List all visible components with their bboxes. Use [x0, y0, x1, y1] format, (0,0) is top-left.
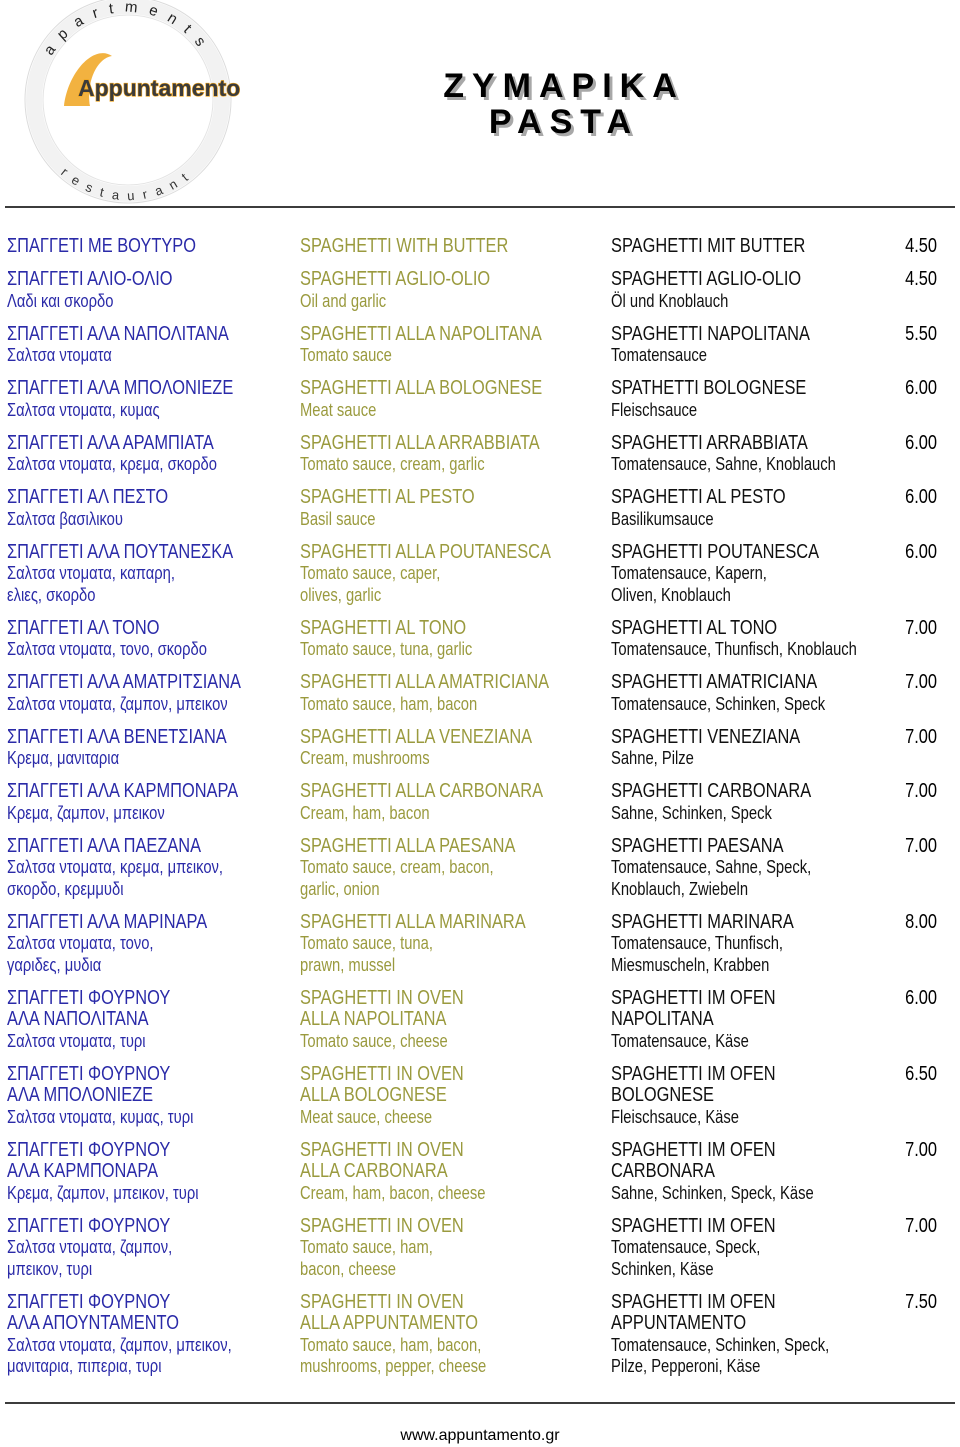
dish-description-greek: ελιες, σκορδο: [7, 584, 96, 605]
price: 7.50: [905, 1290, 937, 1313]
german-column: [611, 487, 816, 530]
price: 7.00: [905, 1214, 937, 1237]
dish-name-german: SPAGHETTI AGLIO-OLIO: [611, 268, 802, 290]
dish-description-greek: Σαλτσα ντοματα, καπαρη,: [7, 563, 175, 583]
german-column: [611, 1216, 816, 1281]
german-column: [611, 1064, 816, 1129]
greek-column: [7, 1140, 247, 1205]
dish-description-english: Tomato sauce: [300, 345, 392, 365]
german-column: [611, 781, 816, 824]
german-column: [611, 671, 826, 715]
price: 7.00: [905, 1138, 937, 1161]
dish-name-english: SPAGHETTI IN OVEN: [300, 986, 464, 1009]
price: 8.00: [905, 910, 937, 933]
dish-name-english: SPAGHETTI ALLA CARBONARA: [300, 780, 544, 802]
dish-description-english: Tomato sauce, ham, bacon: [300, 693, 478, 714]
dish-name-greek: ΣΠΑΓΓΕΤΙ ΑΛΑ ΒΕΝΕΤΣΙΑΝΑ: [7, 725, 227, 748]
dish-description-english: bacon, cheese: [300, 1258, 397, 1279]
menu-item: [7, 836, 937, 901]
dish-description-english: Tomato sauce, cream, bacon,: [300, 857, 494, 877]
price: 6.00: [905, 540, 937, 563]
dish-name-german: SPAGHETTI IM OFEN: [611, 986, 776, 1009]
menu-item: [7, 236, 937, 258]
dish-description-english: Meat sauce, cheese: [300, 1106, 433, 1127]
dish-name-german: SPAGHETTI AL TONO: [611, 616, 778, 639]
menu-item: [7, 912, 937, 977]
price: 7.00: [905, 780, 937, 802]
price: 7.00: [905, 616, 937, 639]
dish-name-greek: ΣΠΑΓΓΕΤΙ ΑΛΑ ΝΑΠΟΛΙΤΑΝΑ: [7, 322, 229, 345]
logo: [0, 0, 256, 205]
english-column: [300, 1216, 555, 1281]
price: 6.50: [905, 1062, 937, 1085]
dish-name-english: SPAGHETTI WITH BUTTER: [300, 235, 509, 257]
price: 6.00: [905, 431, 937, 454]
menu-item: [7, 781, 937, 824]
dish-description-german: Fleischsauce: [611, 399, 698, 420]
greek-column: [7, 988, 247, 1053]
dish-name-greek: ΣΠΑΓΓΕΤΙ ΑΛ ΤΟΝΟ: [7, 616, 160, 639]
dish-description-greek: Κρεμα, μανιταρια: [7, 748, 120, 768]
dish-name-german: SPAGHETTI POUTANESCA: [611, 540, 820, 563]
english-column: [300, 988, 555, 1053]
dish-name-english: SPAGHETTI AGLIO-OLIO: [300, 268, 491, 290]
dish-name-greek: ΣΠΑΓΓΕΤΙ ΑΛ ΠΕΣΤΟ: [7, 486, 169, 508]
dish-name-german: SPAGHETTI MIT BUTTER: [611, 235, 806, 257]
english-column: [300, 912, 555, 977]
dish-name-english: SPAGHETTI ALLA POUTANESCA: [300, 540, 551, 563]
menu-item: [7, 1064, 937, 1129]
dish-description-greek: μανιταρια, πιπερια, τυρι: [7, 1356, 162, 1376]
dish-name-english: SPAGHETTI ALLA PAESANA: [300, 834, 516, 857]
menu-item: [7, 487, 937, 530]
english-column: [300, 378, 555, 421]
menu-item: [7, 433, 937, 476]
english-column: [300, 324, 555, 367]
dish-description-german: Öl und Knoblauch: [611, 290, 729, 311]
greek-column: [7, 324, 247, 367]
dish-description-english: Oil and garlic: [300, 290, 387, 311]
dish-name-german: SPAGHETTI AL PESTO: [611, 486, 786, 508]
price: 4.50: [905, 235, 937, 257]
dish-description-greek: Κρεμα, ζαμπον, μπεικον, τυρι: [7, 1182, 199, 1203]
dish-description-english: Basil sauce: [300, 508, 376, 529]
greek-column: [7, 487, 247, 530]
dish-name-german: SPAGHETTI IM OFEN: [611, 1290, 776, 1313]
dish-description-english: Tomato sauce, caper,: [300, 563, 441, 583]
dish-name-greek: ΑΛΑ ΑΠΟΥΝΤΑΜΕΝΤΟ: [7, 1312, 180, 1334]
german-column: [611, 324, 816, 367]
english-column: [300, 433, 555, 476]
dish-name-english: SPAGHETTI ALLA MARINARA: [300, 910, 526, 933]
svg-text:apartments: [41, 0, 216, 59]
dish-name-greek: ΑΛΑ ΝΑΠΟΛΙΤΑΝΑ: [7, 1008, 149, 1030]
dish-name-german: SPAGHETTI VENEZIANA: [611, 725, 801, 748]
price: 6.00: [905, 377, 937, 399]
dish-name-greek: ΣΠΑΓΓΕΤΙ ΑΛΑ ΚΑΡΜΠΟΝΑΡΑ: [7, 780, 239, 802]
menu-list: [7, 236, 937, 1389]
dish-description-greek: Σαλτσα ντοματα, ζαμπον,: [7, 1237, 173, 1257]
price: 7.00: [905, 725, 937, 748]
dish-description-german: Tomatensauce, Schinken, Speck,: [611, 1334, 830, 1355]
dish-description-greek: Λαδι και σκορδο: [7, 290, 114, 311]
dish-description-greek: Σαλτσα ντοματα, κυμας, τυρι: [7, 1106, 194, 1127]
dish-name-greek: ΣΠΑΓΓΕΤΙ ΦΟΥΡΝΟΥ: [7, 1214, 171, 1237]
english-column: [300, 542, 555, 607]
dish-description-english: mushrooms, pepper, cheese: [300, 1356, 487, 1376]
dish-description-english: prawn, mussel: [300, 954, 396, 975]
dish-description-greek: σκορδο, κρεμμυδι: [7, 878, 124, 899]
german-column: [611, 912, 816, 977]
dish-description-german: Tomatensauce, Käse: [611, 1030, 749, 1051]
greek-column: [7, 781, 247, 824]
dish-description-german: Tomatensauce: [611, 345, 708, 365]
english-column: [300, 836, 555, 901]
dish-name-german: APPUNTAMENTO: [611, 1312, 747, 1334]
svg-text:restaurant: [58, 164, 197, 203]
dish-description-greek: Σαλτσα ντοματα, ζαμπον, μπεικον,: [7, 1334, 232, 1355]
dish-name-german: NAPOLITANA: [611, 1008, 714, 1030]
dish-description-german: Tomatensauce, Thunfisch, Knoblauch: [611, 639, 857, 659]
dish-description-german: Tomatensauce, Kapern,: [611, 563, 767, 583]
page-title: [434, 68, 694, 140]
title-greek: ZYMAPIKA: [443, 67, 685, 105]
logo-bottom-arc-text: restaurant: [58, 164, 198, 204]
dish-name-english: SPAGHETTI AL TONO: [300, 616, 467, 639]
dish-name-english: SPAGHETTI IN OVEN: [300, 1214, 464, 1237]
greek-column: [7, 236, 247, 258]
menu-item: [7, 1140, 937, 1205]
dish-name-english: ALLA APPUNTAMENTO: [300, 1312, 479, 1334]
menu-item: [7, 542, 937, 607]
dish-description-greek: Σαλτσα βασιλικου: [7, 508, 123, 529]
dish-name-english: ALLA CARBONARA: [300, 1160, 448, 1182]
dish-name-german: SPAGHETTI CARBONARA: [611, 780, 812, 802]
greek-column: [7, 1064, 247, 1129]
dish-description-english: Cream, ham, bacon: [300, 802, 430, 823]
dish-name-greek: ΣΠΑΓΓΕΤΙ ΑΛΑ ΜΑΡΙΝΑΡΑ: [7, 910, 208, 933]
dish-description-english: Tomato sauce, cheese: [300, 1030, 448, 1051]
dish-description-greek: Σαλτσα ντοματα, κυμας: [7, 399, 160, 420]
price: 7.00: [905, 671, 937, 693]
greek-column: [7, 912, 247, 977]
german-column: [611, 540, 820, 607]
dish-description-german: Tomatensauce, Sahne, Knoblauch: [611, 454, 836, 474]
dish-description-english: Tomato sauce, cream, garlic: [300, 454, 485, 474]
dish-name-english: ALLA BOLOGNESE: [300, 1084, 447, 1106]
greek-column: [7, 618, 247, 661]
greek-column: [7, 378, 247, 421]
dish-name-english: SPAGHETTI ALLA BOLOGNESE: [300, 377, 543, 399]
dish-description-english: Tomato sauce, ham,: [300, 1237, 433, 1257]
english-column: [300, 672, 555, 715]
dish-name-english: SPAGHETTI ALLA AMATRICIANA: [300, 671, 550, 693]
dish-description-german: Tomatensauce, Speck,: [611, 1237, 761, 1257]
german-column: [611, 269, 816, 312]
dish-description-greek: Κρεμα, ζαμπον, μπεικον: [7, 802, 165, 823]
dish-description-german: Tomatensauce, Sahne, Speck,: [611, 857, 812, 877]
greek-column: [7, 836, 247, 901]
german-column: [611, 1290, 830, 1378]
footer-website: www.appuntamento.gr: [400, 1427, 560, 1444]
menu-item: [7, 1292, 937, 1378]
dish-description-english: olives, garlic: [300, 584, 382, 605]
price: 6.00: [905, 486, 937, 508]
dish-description-english: garlic, onion: [300, 878, 380, 899]
dish-name-english: SPAGHETTI AL PESTO: [300, 486, 475, 508]
footer-divider: [5, 1402, 955, 1404]
dish-description-german: Schinken, Käse: [611, 1258, 714, 1279]
dish-name-greek: ΣΠΑΓΓΕΤΙ ΦΟΥΡΝΟΥ: [7, 1290, 171, 1313]
price: 5.50: [905, 322, 937, 345]
dish-name-german: SPAGHETTI PAESANA: [611, 834, 784, 857]
dish-description-greek: Σαλτσα ντοματα, τυρι: [7, 1030, 146, 1051]
dish-name-greek: ΣΠΑΓΓΕΤΙ ΑΛΑ ΜΠΟΛΟΝΙΕΖΕ: [7, 377, 234, 399]
dish-name-greek: ΣΠΑΓΓΕΤΙ ΦΟΥΡΝΟΥ: [7, 986, 171, 1009]
dish-name-german: SPATHETTI BOLOGNESE: [611, 377, 807, 399]
dish-name-german: BOLOGNESE: [611, 1084, 714, 1106]
dish-name-english: ALLA NAPOLITANA: [300, 1008, 447, 1030]
menu-item: [7, 618, 937, 661]
english-column: [300, 727, 555, 770]
dish-name-greek: ΣΠΑΓΓΕΤΙ ΑΛΑ ΑΡΑΜΠΙΑΤΑ: [7, 431, 214, 454]
german-column: [611, 727, 816, 770]
greek-column: [7, 1292, 247, 1378]
german-column: [611, 616, 857, 661]
logo-top-arc-text: apartments: [40, 0, 216, 59]
dish-description-greek: μπεικον, τυρι: [7, 1258, 93, 1279]
dish-name-greek: ΑΛΑ ΜΠΟΛΟΝΙΕΖΕ: [7, 1084, 154, 1106]
german-column: [611, 1140, 816, 1205]
dish-description-german: Basilikumsauce: [611, 508, 714, 529]
english-column: [300, 236, 555, 258]
dish-description-english: Cream, mushrooms: [300, 748, 430, 768]
dish-description-german: Oliven, Knoblauch: [611, 584, 731, 605]
dish-description-german: Tomatensauce, Schinken, Speck: [611, 693, 826, 714]
dish-name-greek: ΣΠΑΓΓΕΤΙ ΑΛΑ ΠΟΥΤΑΝΕΣΚΑ: [7, 540, 234, 563]
german-column: [611, 236, 816, 258]
dish-name-german: SPAGHETTI MARINARA: [611, 910, 794, 933]
dish-description-greek: γαριδες, μυδια: [7, 954, 102, 975]
german-column: [611, 378, 816, 421]
dish-description-german: Sahne, Schinken, Speck: [611, 802, 772, 823]
german-column: [611, 988, 816, 1053]
title-english: PASTA: [488, 103, 640, 141]
dish-name-german: SPAGHETTI IM OFEN: [611, 1214, 776, 1237]
dish-description-german: Knoblauch, Zwiebeln: [611, 878, 749, 899]
header-divider: [5, 206, 955, 208]
dish-name-german: SPAGHETTI NAPOLITANA: [611, 322, 810, 345]
menu-item: [7, 378, 937, 421]
dish-description-greek: Σαλτσα ντοματα, ζαμπον, μπεικον: [7, 693, 228, 714]
dish-description-english: Meat sauce: [300, 399, 377, 420]
dish-name-english: SPAGHETTI IN OVEN: [300, 1290, 464, 1313]
english-column: [300, 1292, 555, 1378]
dish-name-greek: ΣΠΑΓΓΕΤΙ ΑΛΙΟ-ΟΛΙΟ: [7, 268, 173, 290]
dish-description-german: Miesmuscheln, Krabben: [611, 954, 770, 975]
menu-item: [7, 324, 937, 367]
english-column: [300, 487, 555, 530]
dish-name-english: SPAGHETTI ALLA NAPOLITANA: [300, 322, 542, 345]
greek-column: [7, 672, 247, 715]
dish-name-english: SPAGHETTI IN OVEN: [300, 1138, 464, 1161]
dish-description-german: Pilze, Pepperoni, Käse: [611, 1356, 761, 1376]
dish-description-greek: Σαλτσα ντοματα, τονο,: [7, 933, 154, 953]
dish-name-german: SPAGHETTI IM OFEN: [611, 1062, 776, 1085]
dish-name-greek: ΣΠΑΓΓΕΤΙ ΦΟΥΡΝΟΥ: [7, 1062, 171, 1085]
greek-column: [7, 269, 247, 312]
dish-name-german: CARBONARA: [611, 1160, 715, 1182]
dish-name-greek: ΣΠΑΓΓΕΤΙ ΜΕ ΒΟΥΤΥΡΟ: [7, 235, 196, 257]
dish-name-english: SPAGHETTI ALLA ARRABBIATA: [300, 431, 540, 454]
dish-description-english: Tomato sauce, ham, bacon,: [300, 1334, 482, 1355]
dish-description-greek: Σαλτσα ντοματα, κρεμα, σκορδο: [7, 454, 217, 474]
dish-name-greek: ΣΠΑΓΓΕΤΙ ΦΟΥΡΝΟΥ: [7, 1138, 171, 1161]
dish-name-german: SPAGHETTI AMATRICIANA: [611, 671, 818, 693]
dish-name-german: SPAGHETTI IM OFEN: [611, 1138, 776, 1161]
english-column: [300, 1064, 555, 1129]
dish-name-german: SPAGHETTI ARRABBIATA: [611, 431, 808, 454]
greek-column: [7, 727, 247, 770]
menu-item: [7, 727, 937, 770]
dish-name-greek: ΣΠΑΓΓΕΤΙ ΑΛΑ ΑΜΑΤΡΙΤΣΙΑΝΑ: [7, 671, 242, 693]
dish-name-english: SPAGHETTI IN OVEN: [300, 1062, 464, 1085]
dish-description-german: Tomatensauce, Thunfisch,: [611, 933, 784, 953]
logo-name: Appuntamento: [78, 75, 241, 101]
dish-description-greek: Σαλτσα ντοματα, κρεμα, μπεικον,: [7, 857, 224, 877]
dish-name-english: SPAGHETTI ALLA VENEZIANA: [300, 725, 533, 748]
english-column: [300, 781, 555, 824]
dish-description-german: Sahne, Schinken, Speck, Käse: [611, 1182, 814, 1203]
dish-name-greek: ΑΛΑ ΚΑΡΜΠΟΝΑΡΑ: [7, 1160, 159, 1182]
greek-column: [7, 433, 247, 476]
greek-column: [7, 542, 247, 607]
dish-description-greek: Σαλτσα ντοματα, τονο, σκορδο: [7, 639, 207, 659]
menu-item: [7, 672, 937, 715]
english-column: [300, 618, 555, 661]
english-column: [300, 1140, 555, 1205]
dish-description-greek: Σαλτσα ντοματα: [7, 345, 112, 365]
dish-description-english: Tomato sauce, tuna, garlic: [300, 639, 473, 659]
dish-description-english: Tomato sauce, tuna,: [300, 933, 433, 953]
english-column: [300, 269, 555, 312]
price: 7.00: [905, 834, 937, 857]
menu-item: [7, 988, 937, 1053]
dish-description-german: Sahne, Pilze: [611, 748, 694, 768]
dish-description-english: Cream, ham, bacon, cheese: [300, 1182, 486, 1203]
price: 6.00: [905, 986, 937, 1009]
greek-column: [7, 1216, 247, 1281]
dish-description-german: Fleischsauce, Käse: [611, 1106, 739, 1127]
price: 4.50: [905, 268, 937, 290]
menu-item: [7, 269, 937, 312]
dish-name-greek: ΣΠΑΓΓΕΤΙ ΑΛΑ ΠΑΕΖΑΝΑ: [7, 834, 202, 857]
german-column: [611, 431, 836, 476]
german-column: [611, 836, 816, 901]
menu-item: [7, 1216, 937, 1281]
